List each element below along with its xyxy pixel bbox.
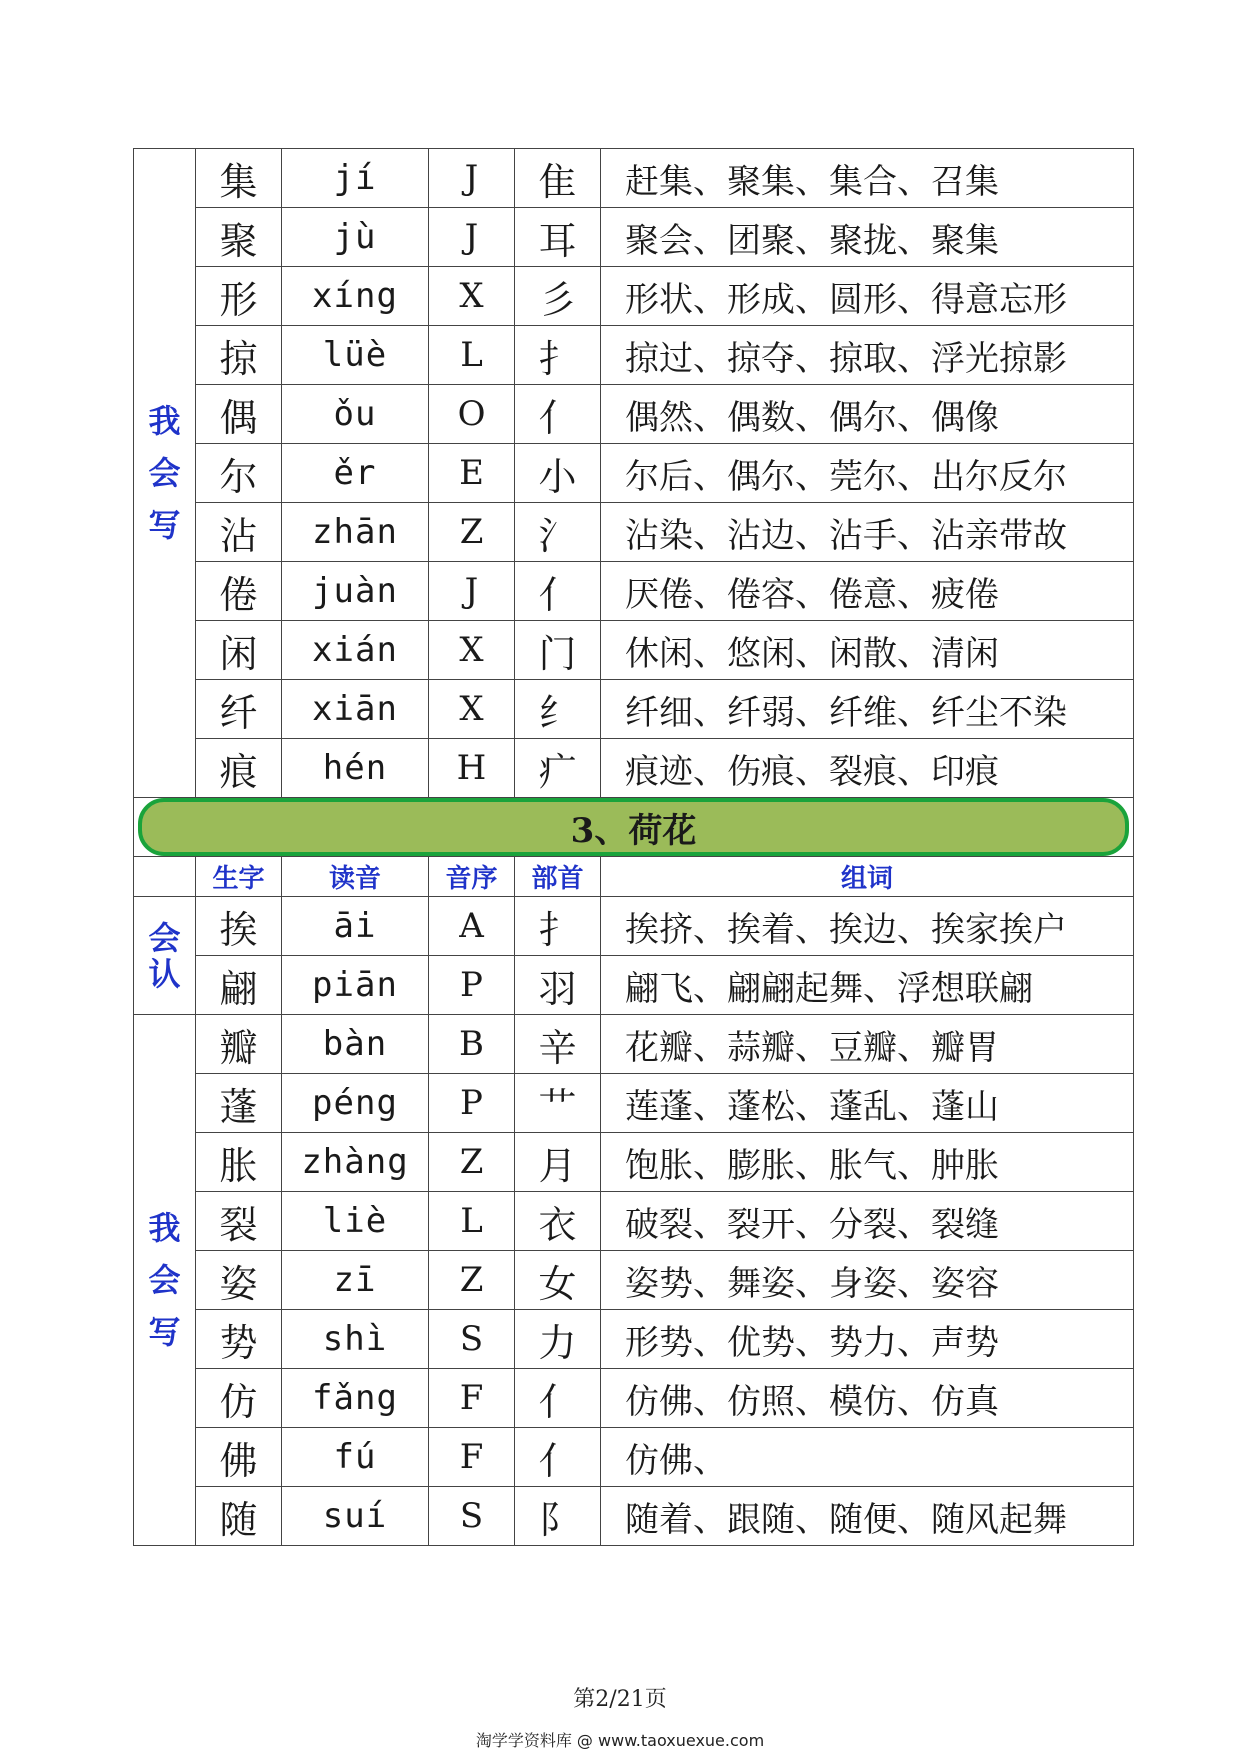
phonetic-order-cell: F — [429, 1369, 515, 1428]
radical-cell: 疒 — [515, 739, 601, 798]
radical-cell: 亻 — [515, 562, 601, 621]
pinyin-cell: zī — [282, 1251, 429, 1310]
radical-cell: 月 — [515, 1133, 601, 1192]
pinyin-cell: shì — [282, 1310, 429, 1369]
table-row — [134, 444, 1134, 503]
phonetic-order-cell: S — [429, 1487, 515, 1546]
word-group-cell: 仿佛、仿照、模仿、仿真 — [601, 1369, 1134, 1428]
word-group-cell: 姿势、舞姿、身姿、姿容 — [601, 1251, 1134, 1310]
table-row — [134, 956, 1134, 1015]
pinyin-cell: jí — [282, 149, 429, 208]
word-group-cell: 纤细、纤弱、纤维、纤尘不染 — [601, 680, 1134, 739]
pinyin-cell: hén — [282, 739, 429, 798]
vocab-table — [133, 148, 1134, 1546]
character-cell: 集 — [196, 149, 282, 208]
word-group-cell: 花瓣、蒜瓣、豆瓣、瓣胃 — [601, 1015, 1134, 1074]
pinyin-cell: xiān — [282, 680, 429, 739]
radical-cell: 阝 — [515, 1487, 601, 1546]
phonetic-order-cell: S — [429, 1310, 515, 1369]
word-group-cell: 破裂、裂开、分裂、裂缝 — [601, 1192, 1134, 1251]
word-group-cell: 沾染、沾边、沾手、沾亲带故 — [601, 503, 1134, 562]
section-label — [134, 149, 196, 798]
pinyin-cell: xián — [282, 621, 429, 680]
pinyin-cell: fú — [282, 1428, 429, 1487]
section-label-char: 认 — [148, 954, 181, 993]
phonetic-order-cell: H — [429, 739, 515, 798]
table-row — [134, 680, 1134, 739]
phonetic-order-cell: X — [429, 621, 515, 680]
lesson-row — [134, 798, 1134, 857]
pinyin-cell: āi — [282, 897, 429, 956]
word-group-cell: 饱胀、膨胀、胀气、肿胀 — [601, 1133, 1134, 1192]
table-row — [134, 1487, 1134, 1546]
column-header-pinyin: 读音 — [282, 857, 429, 897]
radical-cell: 衣 — [515, 1192, 601, 1251]
lesson-cell — [134, 798, 1134, 857]
table-row — [134, 1133, 1134, 1192]
phonetic-order-cell: L — [429, 326, 515, 385]
character-cell: 随 — [196, 1487, 282, 1546]
phonetic-order-cell: F — [429, 1428, 515, 1487]
character-cell: 裂 — [196, 1192, 282, 1251]
phonetic-order-cell: P — [429, 1074, 515, 1133]
word-group-cell: 偶然、偶数、偶尔、偶像 — [601, 385, 1134, 444]
phonetic-order-cell: Z — [429, 1251, 515, 1310]
character-cell: 形 — [196, 267, 282, 326]
word-group-cell: 休闲、悠闲、闲散、清闲 — [601, 621, 1134, 680]
section-label-char: 写 — [148, 1313, 181, 1351]
table-row — [134, 1310, 1134, 1369]
table-row — [134, 562, 1134, 621]
column-header-order: 音序 — [429, 857, 515, 897]
table-row — [134, 208, 1134, 267]
radical-cell: 扌 — [515, 897, 601, 956]
character-cell: 姿 — [196, 1251, 282, 1310]
section-label-char: 写 — [148, 506, 181, 544]
pinyin-cell: piān — [282, 956, 429, 1015]
radical-cell: 亻 — [515, 1428, 601, 1487]
table-row — [134, 1369, 1134, 1428]
phonetic-order-cell: X — [429, 680, 515, 739]
radical-cell: 羽 — [515, 956, 601, 1015]
pinyin-cell: lüè — [282, 326, 429, 385]
phonetic-order-cell: J — [429, 562, 515, 621]
footer-source: 淘学学资料库 @ www.taoxuexue.com — [475, 1731, 765, 1750]
table-row — [134, 1428, 1134, 1487]
radical-cell: 隹 — [515, 149, 601, 208]
phonetic-order-cell: L — [429, 1192, 515, 1251]
phonetic-order-cell: A — [429, 897, 515, 956]
character-cell: 沾 — [196, 503, 282, 562]
phonetic-order-cell: O — [429, 385, 515, 444]
character-cell: 仿 — [196, 1369, 282, 1428]
column-header-char: 生字 — [196, 857, 282, 897]
table-row — [134, 1015, 1134, 1074]
radical-cell: 女 — [515, 1251, 601, 1310]
character-cell: 势 — [196, 1310, 282, 1369]
table-row — [134, 267, 1134, 326]
word-group-cell: 赶集、聚集、集合、召集 — [601, 149, 1134, 208]
table-row — [134, 621, 1134, 680]
word-group-cell: 随着、跟随、随便、随风起舞 — [601, 1487, 1134, 1546]
lesson-title-banner: 3、荷花 — [138, 798, 1129, 856]
phonetic-order-cell: Z — [429, 1133, 515, 1192]
character-cell: 掠 — [196, 326, 282, 385]
column-header-words: 组词 — [601, 857, 1134, 897]
character-cell: 瓣 — [196, 1015, 282, 1074]
pinyin-cell: péng — [282, 1074, 429, 1133]
word-group-cell: 仿佛、 — [601, 1428, 1134, 1487]
radical-cell: 纟 — [515, 680, 601, 739]
pinyin-cell: zhān — [282, 503, 429, 562]
section-label-char: 会 — [148, 918, 181, 957]
character-cell: 纤 — [196, 680, 282, 739]
radical-cell: 彡 — [515, 267, 601, 326]
word-group-cell: 掠过、掠夺、掠取、浮光掠影 — [601, 326, 1134, 385]
radical-cell: 亻 — [515, 385, 601, 444]
page-number: 第2/21页 — [573, 1687, 667, 1712]
character-cell: 痕 — [196, 739, 282, 798]
word-group-cell: 形势、优势、势力、声势 — [601, 1310, 1134, 1369]
word-group-cell: 翩飞、翩翩起舞、浮想联翩 — [601, 956, 1134, 1015]
character-cell: 翩 — [196, 956, 282, 1015]
character-cell: 胀 — [196, 1133, 282, 1192]
radical-cell: 氵 — [515, 503, 601, 562]
phonetic-order-cell: J — [429, 208, 515, 267]
phonetic-order-cell: Z — [429, 503, 515, 562]
table-row — [134, 739, 1134, 798]
pinyin-cell: ǒu — [282, 385, 429, 444]
pinyin-cell: jù — [282, 208, 429, 267]
pinyin-cell: fǎng — [282, 1369, 429, 1428]
phonetic-order-cell: B — [429, 1015, 515, 1074]
pinyin-cell: ěr — [282, 444, 429, 503]
character-cell: 尔 — [196, 444, 282, 503]
section-label-char: 我 — [148, 1209, 181, 1247]
character-cell: 闲 — [196, 621, 282, 680]
word-group-cell: 挨挤、挨着、挨边、挨家挨户 — [601, 897, 1134, 956]
character-cell: 佛 — [196, 1428, 282, 1487]
pinyin-cell: suí — [282, 1487, 429, 1546]
radical-cell: 亻 — [515, 1369, 601, 1428]
radical-cell: 艹 — [515, 1074, 601, 1133]
pinyin-cell: juàn — [282, 562, 429, 621]
radical-cell: 辛 — [515, 1015, 601, 1074]
column-header-radical: 部首 — [515, 857, 601, 897]
character-cell: 聚 — [196, 208, 282, 267]
word-group-cell: 尔后、偶尔、莞尔、出尔反尔 — [601, 444, 1134, 503]
header-row — [134, 857, 1134, 897]
word-group-cell: 莲蓬、蓬松、蓬乱、蓬山 — [601, 1074, 1134, 1133]
section-label — [134, 897, 196, 1015]
table-row — [134, 326, 1134, 385]
table-row — [134, 897, 1134, 956]
character-cell: 蓬 — [196, 1074, 282, 1133]
table-row — [134, 1192, 1134, 1251]
word-group-cell: 厌倦、倦容、倦意、疲倦 — [601, 562, 1134, 621]
table-row — [134, 385, 1134, 444]
table-row — [134, 503, 1134, 562]
character-cell: 倦 — [196, 562, 282, 621]
word-group-cell: 形状、形成、圆形、得意忘形 — [601, 267, 1134, 326]
character-cell: 挨 — [196, 897, 282, 956]
pinyin-cell: zhàng — [282, 1133, 429, 1192]
word-group-cell: 痕迹、伤痕、裂痕、印痕 — [601, 739, 1134, 798]
phonetic-order-cell: X — [429, 267, 515, 326]
table-row — [134, 1074, 1134, 1133]
radical-cell: 门 — [515, 621, 601, 680]
radical-cell: 耳 — [515, 208, 601, 267]
word-group-cell: 聚会、团聚、聚拢、聚集 — [601, 208, 1134, 267]
section-label — [134, 1015, 196, 1546]
pinyin-cell: bàn — [282, 1015, 429, 1074]
section-label-char: 会 — [148, 454, 181, 492]
pinyin-cell: xíng — [282, 267, 429, 326]
character-cell: 偶 — [196, 385, 282, 444]
radical-cell: 小 — [515, 444, 601, 503]
radical-cell: 扌 — [515, 326, 601, 385]
table-row — [134, 1251, 1134, 1310]
section-label-char: 我 — [148, 402, 181, 440]
phonetic-order-cell: E — [429, 444, 515, 503]
table-row — [134, 149, 1134, 208]
header-spacer — [134, 857, 196, 897]
phonetic-order-cell: J — [429, 149, 515, 208]
pinyin-cell: liè — [282, 1192, 429, 1251]
section-label-char: 会 — [148, 1261, 181, 1299]
phonetic-order-cell: P — [429, 956, 515, 1015]
radical-cell: 力 — [515, 1310, 601, 1369]
